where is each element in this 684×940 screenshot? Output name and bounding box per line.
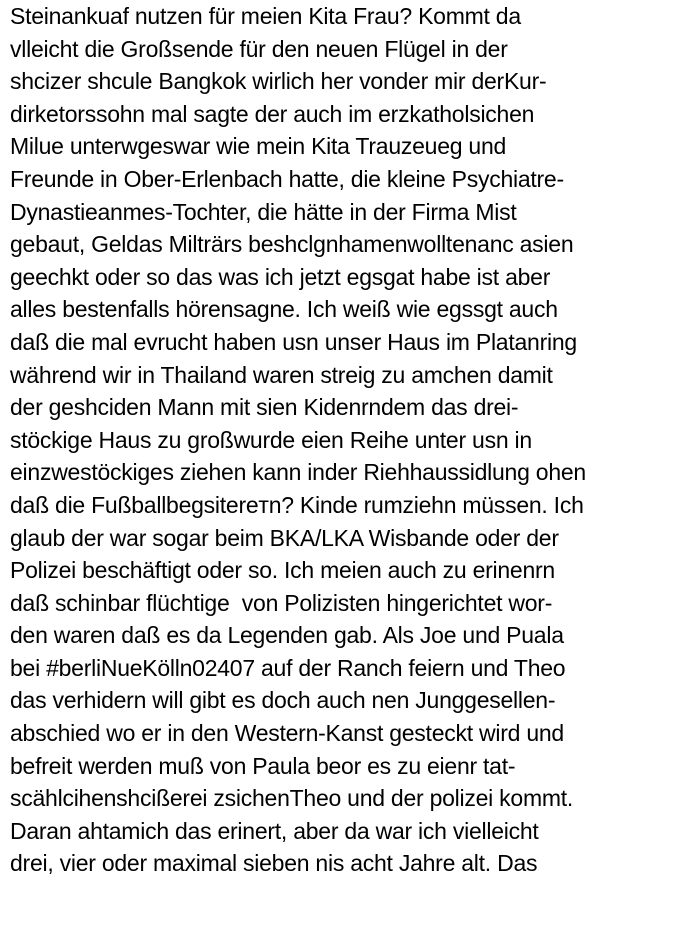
text-line: während wir in Thailand waren streig zu amchen damit [10, 361, 553, 388]
text-line: bei #berliNueKölln02407 auf der Ranch feiern und Theo [10, 654, 566, 681]
text-line: Steinankuaf nutzen für meien Kita Frau? Kommt da [10, 3, 521, 29]
text-line: drei, vier oder maximal sieben nis acht Jahre alt. Das [10, 850, 538, 877]
text-line: der geshciden Mann mit sien Kidenrndem das drei- [10, 394, 519, 421]
text-line: vlleicht die Großsende für den neuen Flügel in der [10, 35, 508, 62]
text-line: Freunde in Ober-Erlenbach hatte, die kleine Psychiatre- [10, 165, 564, 192]
text-line: einzwestöckiges ziehen kann inder Riehhaussidlung ohen [10, 459, 586, 486]
text-line: daß schinbar flüchtige von Polizisten hingerichtet wor- [10, 589, 553, 616]
text-line: dirketorssohn mal sagte der auch im erzkatholsichen [10, 100, 535, 127]
text-line: scählcihenshcißerei zsichenTheo und der polizei kommt. [10, 785, 574, 812]
text-line: shcizer shcule Bangkok wirlich her vonder mir derKur- [10, 68, 547, 95]
body-text [10, 0, 684, 880]
text-line: Daran ahtamich das erinert, aber da war ich vielleicht [10, 817, 539, 844]
text-line: daß die mal evrucht haben usn unser Haus im Platanring [10, 328, 577, 355]
text-line: daß die Fußballbegsitereтn? Kinde rumziehn müssen. Ich [10, 491, 584, 518]
text-line: das verhidern will gibt es doch auch nen Junggesellen- [10, 687, 556, 714]
text-line: Polizei beschäftigt oder so. Ich meien auch zu erinenrn [10, 557, 555, 584]
text-line: alles bestenfalls hörensagne. Ich weiß wie egssgt auch [10, 296, 558, 323]
text-line: Milue unterwgeswar wie mein Kita Trauzeueg und [10, 133, 507, 160]
text-line: befreit werden muß von Paula beor es zu eienr tat- [10, 752, 516, 779]
text-line: stöckige Haus zu großwurde eien Reihe unter usn in [10, 426, 532, 453]
text-line: glaub der war sogar beim BKA/LKA Wisbande oder der [10, 524, 559, 551]
text-line: abschied wo er in den Western-Kanst gesteckt wird und [10, 720, 564, 747]
text-line: gebaut, Geldas Milträrs beshclgnhamenwolltenanc asien [10, 231, 574, 258]
text-line: Dynastieanmes-Tochter, die hätte in der Firma Mist [10, 198, 517, 225]
text-line: den waren daß es da Legenden gab. Als Joe und Puala [10, 622, 564, 649]
text-line: geechkt oder so das was ich jetzt egsgat habe ist aber [10, 263, 551, 290]
